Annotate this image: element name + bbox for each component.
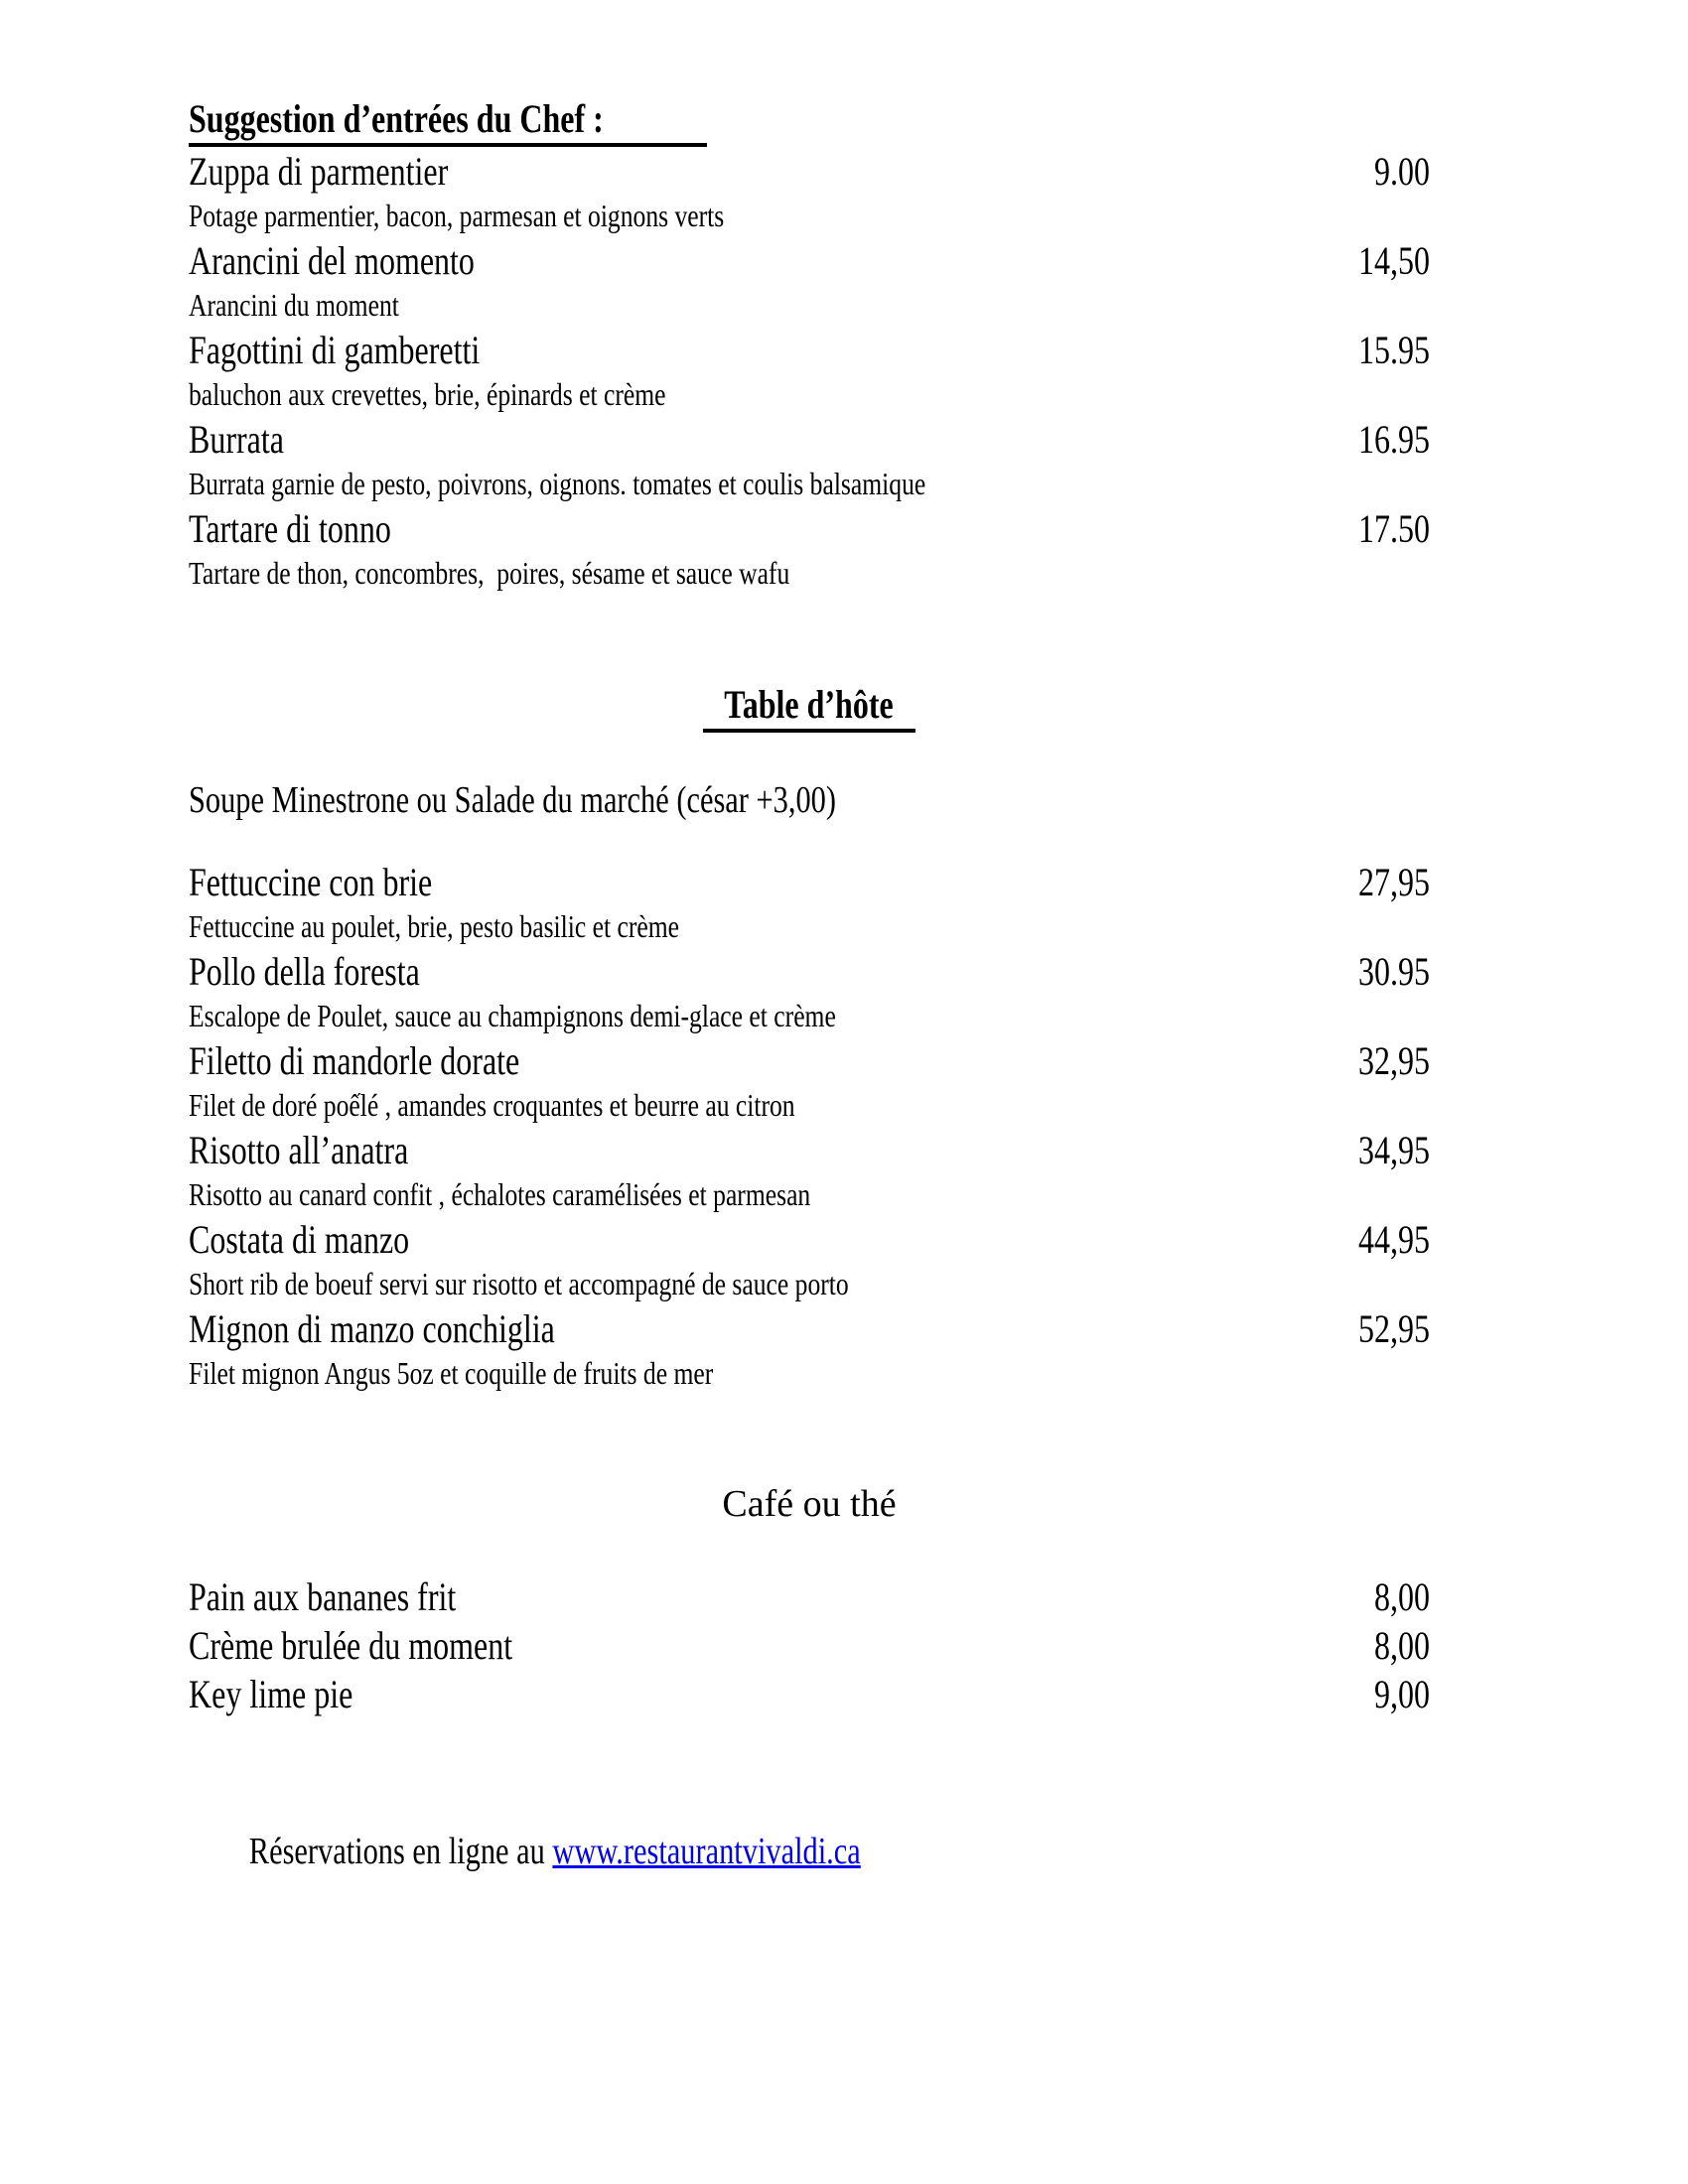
dish-price: 32,95 [1358,1038,1430,1083]
dish-description: Tartare de thon, concombres, poires, sésame et sauce wafu [189,555,790,591]
dish-description: Potage parmentier, bacon, parmesan et oignons verts [189,198,725,233]
dish-name: Tartare di tonno [189,506,391,551]
menu-item-row [189,1036,1430,1085]
menu-item-row [189,147,1430,196]
menu-item-row [189,947,1430,996]
menu-item-row [189,1126,1430,1174]
dish-price: 44,95 [1358,1217,1430,1262]
dish-price: 9,00 [1374,1672,1430,1716]
dish-name: Pain aux bananes frit [189,1574,457,1619]
dish-description: Burrata garnie de pesto, poivrons, oignons. tomates et coulis balsamique [189,466,926,501]
dish-name: Fettuccine con brie [189,860,433,904]
dish-description: Arancini du moment [189,287,399,323]
dish-name: Burrata [189,417,284,462]
dish-description: Fettuccine au poulet, brie, pesto basilic et crème [189,908,680,944]
dish-name: Filetto di mandorle dorate [189,1038,520,1083]
menu-item-row [189,504,1430,553]
dish-name: Crème brulée du moment [189,1623,513,1668]
menu-item-row [189,1621,1430,1670]
menu-item-row [189,1304,1430,1353]
dish-price: 14,50 [1358,238,1430,283]
dish-name: Mignon di manzo conchiglia [189,1306,555,1351]
menu-item-row [189,236,1430,285]
reservation-text: Réservations en ligne au [248,1831,553,1872]
dish-name: Pollo della foresta [189,949,420,994]
beverage-heading-text: Café ou thé [722,1483,897,1525]
dish-price: 30.95 [1358,949,1430,994]
dish-price: 52,95 [1358,1306,1430,1351]
table-dhote-heading-text: Table d’hôte [724,682,895,727]
dish-price: 15.95 [1358,328,1430,372]
table-dhote-heading [189,682,1430,727]
menu-content [189,0,1430,1872]
reservation-link[interactable]: www.restaurantvivaldi.ca [552,1831,861,1872]
table-dhote-starter-line: Soupe Minestrone ou Salade du marché (césar +3,00) [189,779,836,821]
dish-price: 9.00 [1374,149,1430,194]
dish-name: Risotto all’anatra [189,1128,409,1172]
dish-name: Arancini del momento [189,238,475,283]
dish-price: 8,00 [1374,1623,1430,1668]
dish-price: 34,95 [1358,1128,1430,1172]
dish-description: Risotto au canard confit , échalotes caramélisées et parmesan [189,1176,811,1212]
menu-item-row [189,326,1430,374]
reservation-line [189,1780,1430,1872]
menu-item-row [189,1572,1430,1621]
dish-description: Escalope de Poulet, sauce au champignons demi-glace et crème [189,998,836,1033]
dish-name: Zuppa di parmentier [189,149,449,194]
menu-item-row [189,1215,1430,1264]
dish-price: 16.95 [1358,417,1430,462]
dish-description: Short rib de boeuf servi sur risotto et accompagné de sauce porto [189,1266,849,1301]
dish-name: Key lime pie [189,1672,353,1716]
dish-price: 27,95 [1358,860,1430,904]
dish-name: Costata di manzo [189,1217,410,1262]
dish-description: Filet de doré poếlé , amandes croquantes et beurre au citron [189,1087,795,1123]
dish-description: baluchon aux crevettes, brie, épinards et crème [189,376,666,412]
appetizers-heading-text: Suggestion d’entrées du Chef : [189,96,604,141]
menu-item-row [189,415,1430,464]
menu-item-row [189,858,1430,906]
appetizers-heading [189,96,1430,141]
dish-price: 8,00 [1374,1574,1430,1619]
menu-item-row [189,1670,1430,1718]
dish-name: Fagottini di gamberetti [189,328,481,372]
beverage-heading [189,1485,1430,1523]
dish-description: Filet mignon Angus 5oz et coquille de fruits de mer [189,1355,714,1391]
dish-price: 17.50 [1358,506,1430,551]
